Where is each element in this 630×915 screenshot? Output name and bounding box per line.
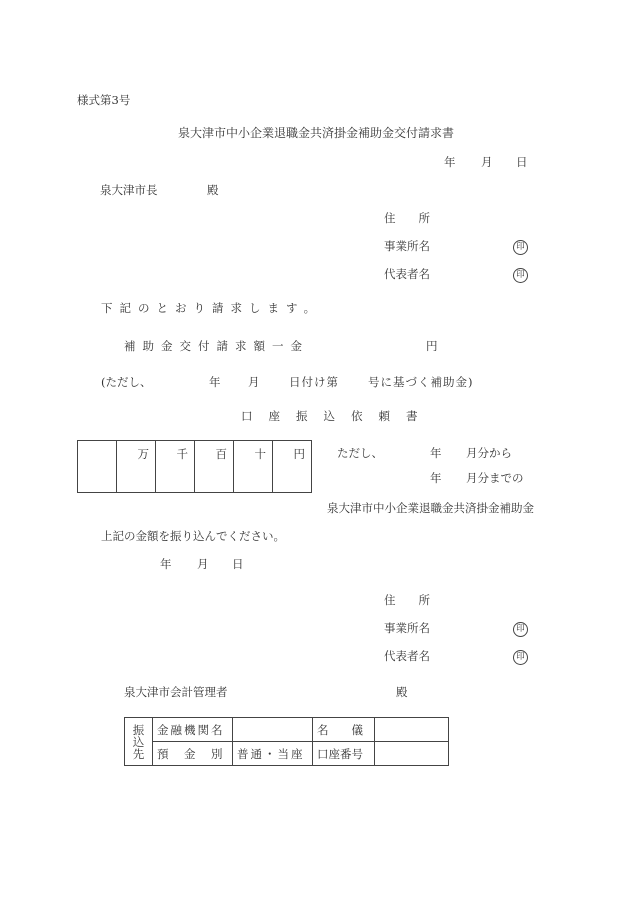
proviso-month: 月 (248, 375, 260, 389)
bank-name-value[interactable] (233, 718, 313, 742)
bank-name-label: 金融機関名 (153, 718, 233, 742)
proviso-year: 年 (209, 375, 221, 389)
period-to-year: 年 (430, 471, 442, 485)
transfer-request: 上記の金額を振り込んでください。 (101, 529, 285, 543)
representative-label: 代表者名 (384, 267, 430, 281)
amount-box (77, 440, 312, 493)
treasurer-honorific: 殿 (396, 685, 408, 699)
amount-cell-man[interactable]: 万 (117, 441, 156, 493)
period-from-month: 月分から (466, 446, 512, 460)
document-title: 泉大津市中小企業退職金共済掛金補助金交付請求書 (178, 126, 455, 140)
date2-day: 日 (232, 557, 244, 571)
date-month: 月 (481, 155, 493, 169)
subsidy-name: 泉大津市中小企業退職金共済掛金補助金 (327, 501, 534, 515)
representative-label-2: 代表者名 (384, 649, 430, 663)
deposit-type-value[interactable]: 普通・当座 (233, 742, 313, 766)
period-from-year: 年 (430, 446, 442, 460)
request-statement: 下記のとおり請求します。 (101, 301, 323, 315)
business-name-label-2: 事業所名 (384, 621, 430, 635)
date2-year: 年 (160, 557, 172, 571)
amount-cell-hyaku[interactable]: 百 (195, 441, 234, 493)
amount-cell[interactable] (78, 441, 117, 493)
date2-month: 月 (197, 557, 209, 571)
proviso-open: (ただし、 (101, 375, 152, 389)
amount-cell-sen[interactable]: 千 (156, 441, 195, 493)
addressee-honorific: 殿 (207, 183, 219, 197)
period-prefix: ただし、 (337, 446, 383, 460)
address-label-2: 住 所 (384, 593, 430, 607)
addressee-name: 泉大津市長 (100, 183, 158, 197)
transfer-destination-label: 振込先 (125, 718, 153, 766)
bank-table (124, 717, 449, 766)
seal-icon: 印 (513, 622, 528, 637)
business-name-label: 事業所名 (384, 239, 430, 253)
account-holder-label: 名 儀 (313, 718, 375, 742)
period-to-month: 月分までの (466, 471, 524, 485)
proviso-date-suffix: 日付け第 (289, 375, 339, 389)
seal-icon: 印 (513, 650, 528, 665)
address-label: 住 所 (384, 211, 430, 225)
deposit-type-label: 預 金 別 (153, 742, 233, 766)
amount-cell-juu[interactable]: 十 (234, 441, 273, 493)
seal-icon: 印 (513, 240, 528, 255)
seal-icon: 印 (513, 268, 528, 283)
proviso-number-suffix: 号に基づく補助金) (368, 375, 474, 389)
amount-label: 補助金交付請求額一金 (124, 339, 309, 353)
date-year: 年 (444, 155, 456, 169)
treasurer-name: 泉大津市会計管理者 (124, 685, 228, 699)
amount-unit: 円 (426, 339, 438, 353)
account-number-label: 口座番号 (313, 742, 375, 766)
account-number-value[interactable] (375, 742, 449, 766)
date-day: 日 (516, 155, 528, 169)
amount-cell-en[interactable]: 円 (273, 441, 312, 493)
transfer-title: 口座振込依頼書 (241, 409, 434, 423)
account-holder-value[interactable] (375, 718, 449, 742)
form-number: 様式第3号 (77, 93, 131, 107)
